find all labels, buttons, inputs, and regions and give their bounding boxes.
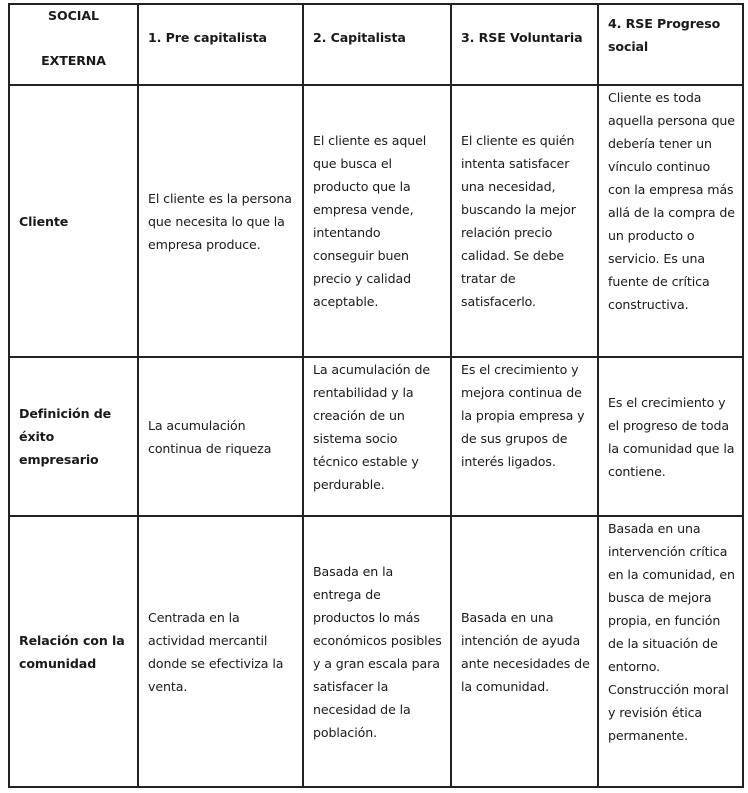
corner-header [9,4,138,85]
table-cell: Centrada en la actividad mercantil donde se efectiviza la venta. [138,516,303,787]
row-header-relacion-comunidad: Relación con la comunidad [9,516,138,787]
table-cell: Basada en la entrega de productos lo más económicos posibles y a gran escala para satisfacer la necesidad de la población. [303,516,451,787]
table-cell: Cliente es toda aquella persona que debería tener un vínculo continuo con la empresa más allá de la compra de un producto o servicio. Es una fuente de crítica constructiva. [598,85,743,357]
column-header-rse-voluntaria: 3. RSE Voluntaria [451,4,598,85]
table-cell: La acumulación de rentabilidad y la creación de un sistema socio técnico estable y perdurable. [303,357,451,516]
column-header-capitalista: 2. Capitalista [303,4,451,85]
table-row-cliente [9,85,743,357]
row-header-exito-empresario: Definición de éxito empresario [9,357,138,516]
corner-header-line2: EXTERNA [41,53,106,68]
table-cell: El cliente es quién intenta satisfacer una necesidad, buscando la mejor relación precio calidad. Se debe tratar de satisfacerlo. [451,85,598,357]
table-row-relacion-comunidad [9,516,743,787]
comparison-table-container [8,3,744,788]
corner-header-line1: SOCIAL [48,8,99,23]
table-cell: El cliente es aquel que busca el producto que la empresa vende, intentando conseguir buen precio y calidad aceptable. [303,85,451,357]
table-cell: Basada en una intención de ayuda ante necesidades de la comunidad. [451,516,598,787]
header-row [9,4,743,85]
table-cell: El cliente es la persona que necesita lo que la empresa produce. [138,85,303,357]
column-header-rse-progreso-social: 4. RSE Progreso social [598,4,743,85]
row-header-cliente: Cliente [9,85,138,357]
rse-comparison-table [8,3,744,788]
table-cell: Es el crecimiento y mejora continua de la propia empresa y de sus grupos de interés ligados. [451,357,598,516]
column-header-pre-capitalista: 1. Pre capitalista [138,4,303,85]
table-row-exito-empresario [9,357,743,516]
table-cell: Basada en una intervención crítica en la comunidad, en busca de mejora propia, en función de la situación de entorno. Construcción moral y revisión ética permanente. [598,516,743,787]
table-cell: La acumulación continua de riqueza [138,357,303,516]
table-cell: Es el crecimiento y el progreso de toda la comunidad que la contiene. [598,357,743,516]
